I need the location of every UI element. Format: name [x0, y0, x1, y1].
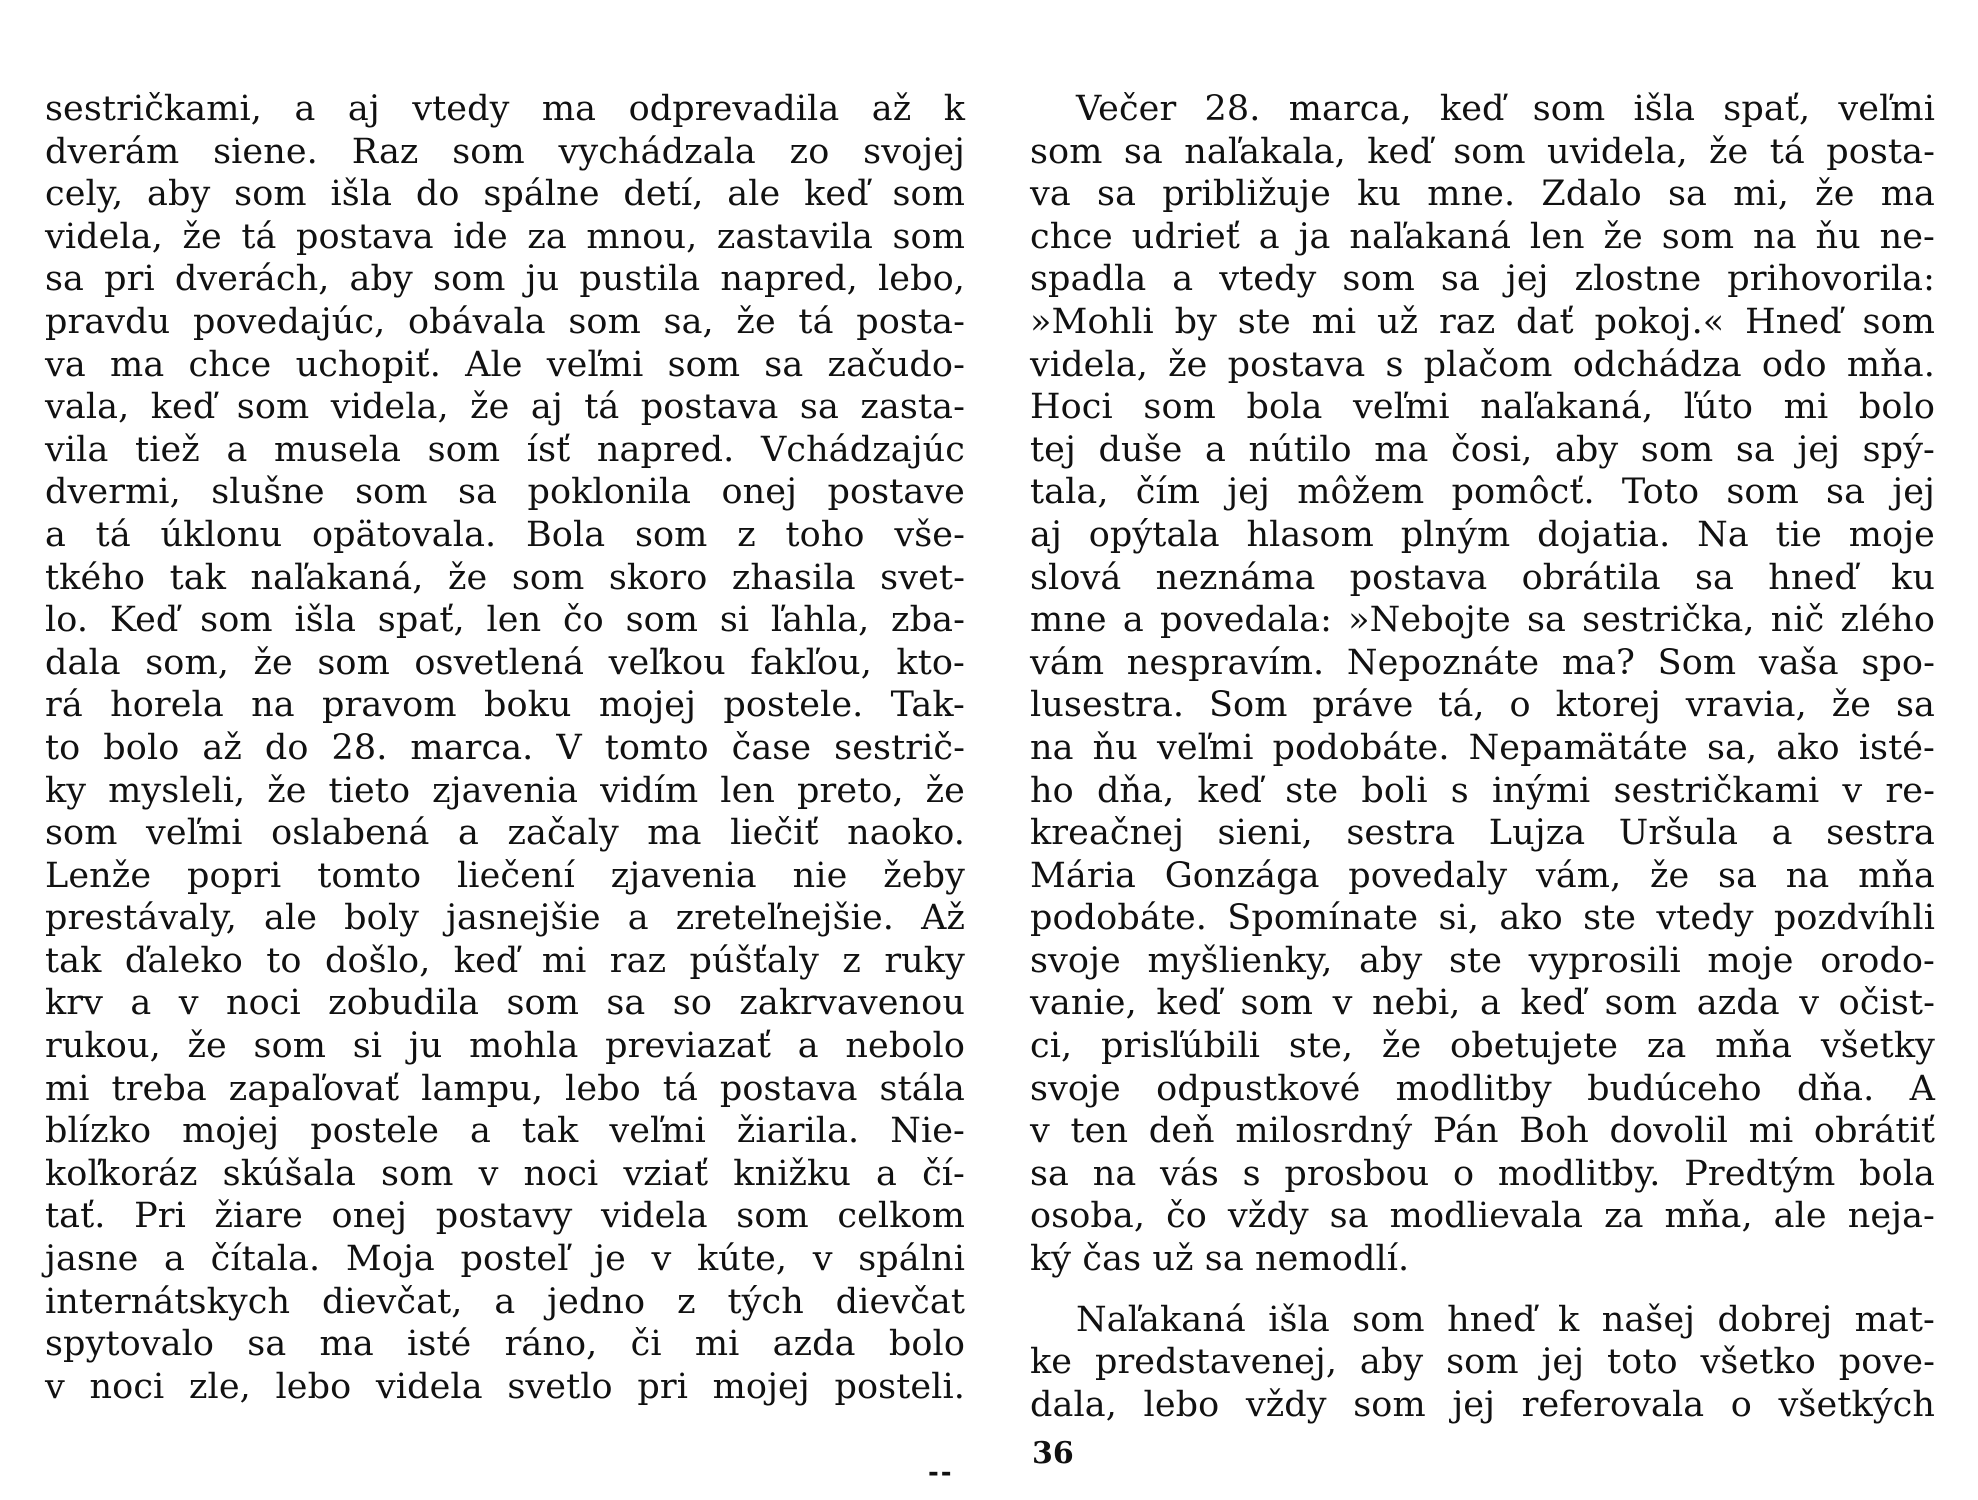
text-line: jasne a čítala. Moja posteľ je v kúte, v spálni — [45, 1239, 965, 1280]
text-line: tala, čím jej môžem pomôcť. Toto som sa jej — [1030, 472, 1935, 513]
text-line: prestávaly, ale boly jasnejšie a zreteľnejšie. Až — [45, 898, 965, 939]
text-line: internátskych dievčat, a jedno z tých dievčat — [45, 1281, 965, 1322]
text-line: rá horela na pravom boku mojej postele. Tak- — [45, 685, 965, 726]
text-line: Večer 28. marca, keď som išla spať, veľmi — [1076, 89, 1935, 129]
text-line: va sa približuje ku mne. Zdalo sa mi, že ma — [1030, 174, 1935, 215]
text-line: vila tiež a musela som ísť napred. Vchádzajúc — [45, 429, 965, 470]
text-line: tkého tak naľakaná, že som skoro zhasila svet- — [45, 557, 965, 598]
text-line: ho dňa, keď ste boli s inými sestričkami v re- — [1030, 770, 1935, 811]
text-line: svoje odpustkové modlitby budúceho dňa. A — [1030, 1068, 1935, 1109]
text-line: tať. Pri žiare onej postavy videla som celkom — [45, 1196, 965, 1237]
text-line: cely, aby som išla do spálne detí, ale keď som — [45, 174, 965, 215]
text-line: sa na vás s prosbou o modlitby. Predtým bola — [1030, 1153, 1935, 1194]
text-line: sestričkami, a aj vtedy ma odprevadila až k — [45, 89, 965, 129]
text-line: ky mysleli, že tieto zjavenia vidím len preto, že — [45, 770, 965, 811]
text-line: mne a povedala: »Nebojte sa sestrička, nič zlého — [1030, 600, 1935, 641]
text-line: dverám siene. Raz som vychádzala zo svojej — [45, 131, 965, 172]
text-line: lo. Keď som išla spať, len čo som si ľahla, zba- — [45, 600, 965, 641]
text-line: vala, keď som videla, že aj tá postava sa zasta- — [45, 387, 965, 428]
text-line: dvermi, slušne som sa poklonila onej postave — [45, 472, 965, 513]
text-line: spytovalo sa ma isté ráno, či mi azda bolo — [45, 1324, 965, 1365]
text-line: blízko mojej postele a tak veľmi žiarila. Nie- — [45, 1111, 965, 1152]
text-line: vanie, keď som v nebi, a keď som azda v očist- — [1030, 983, 1935, 1024]
text-line: tej duše a nútilo ma čosi, aby som sa jej spý- — [1030, 429, 1935, 470]
text-line: mi treba zapaľovať lampu, lebo tá postava stála — [45, 1068, 965, 1109]
text-line: sa pri dverách, aby som ju pustila napred, lebo, — [45, 259, 965, 300]
text-line: podobáte. Spomínate si, ako ste vtedy pozdvíhli — [1030, 898, 1935, 939]
text-line: dala, lebo vždy som jej referovala o všetkých — [1030, 1384, 1935, 1425]
left-page — [45, 88, 965, 1408]
text-line: som sa naľakala, keď som uvidela, že tá posta- — [1030, 131, 1935, 172]
text-line: osoba, čo vždy sa modlievala za mňa, ale neja- — [1030, 1196, 1935, 1237]
paragraph-gap — [1030, 1281, 1935, 1299]
text-line: »Mohli by ste mi už raz dať pokoj.« Hneď som — [1030, 301, 1935, 342]
text-line: dala som, že som osvetlená veľkou fakľou, kto- — [45, 642, 965, 683]
text-line: rukou, že som si ju mohla previazať a nebolo — [45, 1026, 965, 1067]
page-number: 36 — [1032, 1436, 1074, 1471]
text-line: ký čas už sa nemodlí. — [1030, 1239, 1410, 1280]
text-line: krv a v noci zobudila som sa so zakrvavenou — [45, 983, 965, 1024]
text-line: som veľmi oslabená a začaly ma liečiť naoko. — [45, 813, 965, 854]
text-line: va ma chce uchopiť. Ale veľmi som sa začudo- — [45, 344, 965, 385]
text-line: Mária Gonzága povedaly vám, že sa na mňa — [1030, 855, 1935, 896]
text-line: v ten deň milosrdný Pán Boh dovolil mi obrátiť — [1030, 1111, 1935, 1152]
text-line: spadla a vtedy som sa jej zlostne prihovorila: — [1030, 259, 1935, 300]
right-paragraph-1 — [1030, 88, 1935, 1281]
text-line: vám nespravím. Nepoznáte ma? Som vaša spo- — [1030, 642, 1935, 683]
text-line: na ňu veľmi podobáte. Nepamätáte sa, ako isté- — [1030, 727, 1935, 768]
text-line: slová neznáma postava obrátila sa hneď ku — [1030, 557, 1935, 598]
text-line: Lenže popri tomto liečení zjavenia nie žeby — [45, 855, 965, 896]
text-line: aj opýtala hlasom plným dojatia. Na tie moje — [1030, 514, 1935, 555]
text-line: to bolo až do 28. marca. V tomto čase sestrič- — [45, 727, 965, 768]
right-paragraph-2 — [1030, 1299, 1935, 1427]
text-line: ci, prisľúbili ste, že obetujete za mňa všetky — [1030, 1026, 1935, 1067]
text-line: ke predstavenej, aby som jej toto všetko pove- — [1030, 1342, 1935, 1383]
text-line: svoje myšlienky, aby ste vyprosili moje orodo- — [1030, 940, 1935, 981]
text-line: pravdu povedajúc, obávala som sa, že tá posta- — [45, 301, 965, 342]
text-line: chce udrieť a ja naľakaná len že som na ňu ne- — [1030, 216, 1935, 257]
text-line: v noci zle, lebo videla svetlo pri mojej posteli. — [45, 1366, 965, 1407]
text-line: kreačnej sieni, sestra Lujza Uršula a sestra — [1030, 813, 1935, 854]
stray-mark: -- — [928, 1458, 954, 1488]
text-line: Hoci som bola veľmi naľakaná, ľúto mi bolo — [1030, 387, 1935, 428]
text-line: Naľakaná išla som hneď k našej dobrej mat- — [1076, 1299, 1935, 1340]
text-line: videla, že postava s plačom odchádza odo mňa. — [1030, 344, 1935, 385]
text-line: koľkoráz skúšala som v noci vziať knižku a čí- — [45, 1153, 965, 1194]
text-line: tak ďaleko to došlo, keď mi raz púšťaly z ruky — [45, 940, 965, 981]
text-line: a tá úklonu opätovala. Bola som z toho vše- — [45, 514, 965, 555]
right-page — [1030, 88, 1935, 1426]
text-line: videla, že tá postava ide za mnou, zastavila som — [45, 216, 965, 257]
text-line: lusestra. Som práve tá, o ktorej vravia, že sa — [1030, 685, 1935, 726]
